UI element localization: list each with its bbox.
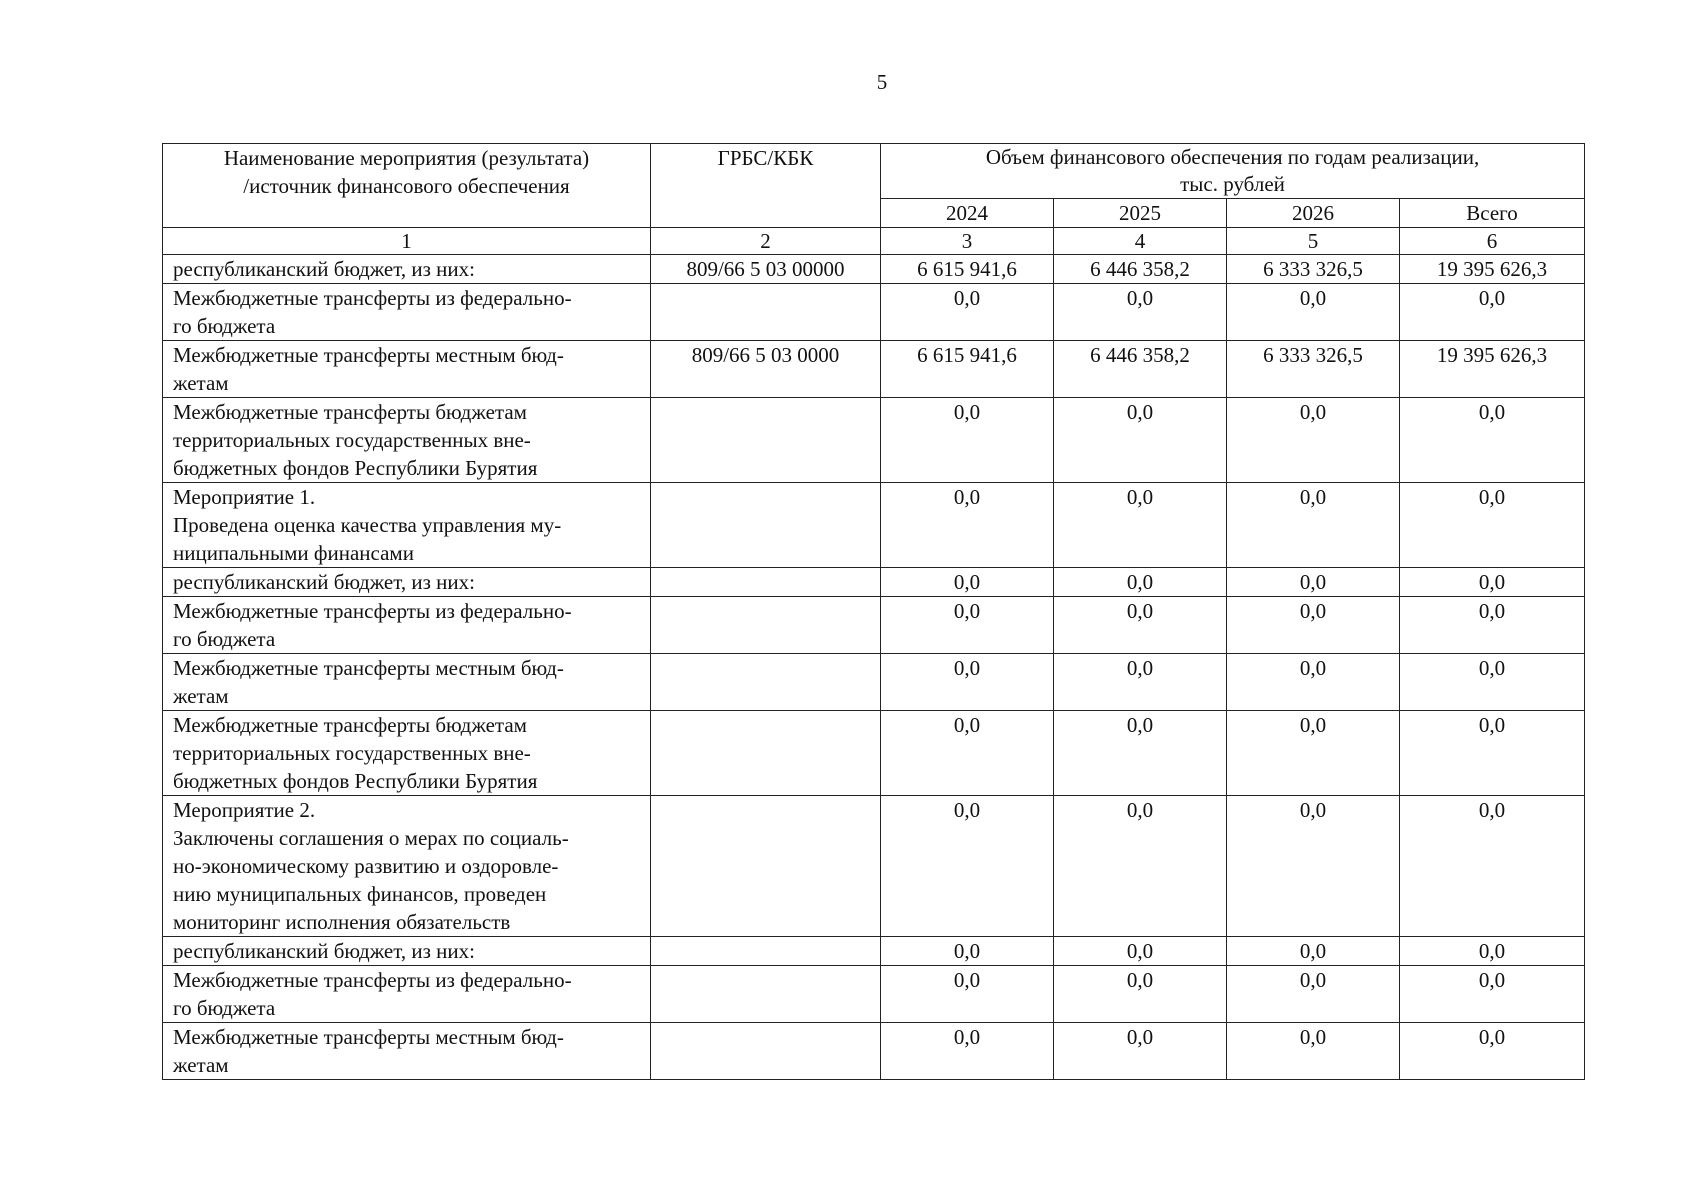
row-code-cell	[651, 937, 881, 966]
row-value-cell: 6 615 941,6	[881, 341, 1054, 398]
table-row	[163, 796, 1585, 937]
row-name-line: го бюджета	[173, 996, 276, 1020]
row-name-line: но-экономическому развитию и оздоровле-	[173, 854, 559, 878]
table-row	[163, 255, 1585, 284]
row-name-line: Межбюджетные трансферты местным бюд-	[173, 1025, 564, 1049]
row-value-cell: 19 395 626,3	[1400, 255, 1585, 284]
row-value-cell: 0,0	[881, 654, 1054, 711]
row-value-cell: 0,0	[1054, 483, 1227, 568]
row-value-cell: 0,0	[1054, 284, 1227, 341]
column-number: 3	[881, 228, 1054, 255]
row-value-cell: 0,0	[1227, 966, 1400, 1023]
row-name-line: Межбюджетные трансферты местным бюд-	[173, 656, 564, 680]
row-value-cell: 0,0	[1227, 937, 1400, 966]
row-value-cell: 0,0	[1400, 654, 1585, 711]
row-name-line: жетам	[173, 371, 229, 395]
row-value-cell: 6 615 941,6	[881, 255, 1054, 284]
row-value-cell: 0,0	[1054, 1023, 1227, 1080]
row-code-cell: 809/66 5 03 0000	[651, 341, 881, 398]
row-value-cell: 0,0	[1227, 711, 1400, 796]
row-value-cell: 0,0	[1227, 1023, 1400, 1080]
column-number: 5	[1227, 228, 1400, 255]
row-value-cell: 0,0	[881, 483, 1054, 568]
row-name-cell	[163, 654, 651, 711]
row-value-cell: 0,0	[1227, 654, 1400, 711]
row-name-line: жетам	[173, 1053, 229, 1077]
row-name-line: ниципальными финансами	[173, 541, 414, 565]
table-row	[163, 341, 1585, 398]
row-name-line: бюджетных фондов Республики Бурятия	[173, 456, 538, 480]
row-name-line: республиканский бюджет, из них:	[173, 570, 475, 594]
row-name-cell	[163, 796, 651, 937]
row-code-cell	[651, 483, 881, 568]
column-number: 1	[163, 228, 651, 255]
row-value-cell: 0,0	[881, 398, 1054, 483]
row-value-cell: 6 333 326,5	[1227, 255, 1400, 284]
header-name-cell	[163, 144, 651, 228]
row-value-cell: 0,0	[881, 796, 1054, 937]
row-code-cell	[651, 597, 881, 654]
header-volume-line: Объем финансового обеспечения по годам реализации,	[985, 145, 1480, 169]
table-row	[163, 568, 1585, 597]
table-row	[163, 966, 1585, 1023]
header-year-total: Всего	[1400, 199, 1585, 228]
row-value-cell: 0,0	[1054, 568, 1227, 597]
row-value-cell: 0,0	[1054, 597, 1227, 654]
row-value-cell: 0,0	[1054, 796, 1227, 937]
row-value-cell: 0,0	[1054, 966, 1227, 1023]
row-name-line: территориальных государственных вне-	[173, 741, 531, 765]
row-value-cell: 0,0	[1227, 398, 1400, 483]
row-name-line: Межбюджетные трансферты бюджетам	[173, 400, 527, 424]
row-name-cell	[163, 568, 651, 597]
row-name-line: Мероприятие 1.	[173, 485, 316, 509]
row-name-line: жетам	[173, 684, 229, 708]
table-row	[163, 398, 1585, 483]
row-value-cell: 0,0	[881, 568, 1054, 597]
table-row	[163, 597, 1585, 654]
column-number: 6	[1400, 228, 1585, 255]
column-number: 2	[651, 228, 881, 255]
header-year-2025: 2025	[1054, 199, 1227, 228]
row-name-cell	[163, 937, 651, 966]
row-value-cell: 0,0	[1400, 937, 1585, 966]
row-code-cell	[651, 711, 881, 796]
header-row	[163, 144, 1585, 199]
row-value-cell: 0,0	[1400, 796, 1585, 937]
row-name-cell	[163, 255, 651, 284]
row-name-cell	[163, 483, 651, 568]
row-value-cell: 0,0	[1054, 654, 1227, 711]
row-name-cell	[163, 341, 651, 398]
row-code-cell	[651, 966, 881, 1023]
row-name-line: Мероприятие 2.	[173, 798, 316, 822]
row-name-line: Межбюджетные трансферты местным бюд-	[173, 343, 564, 367]
table-row	[163, 654, 1585, 711]
row-name-line: мониторинг исполнения обязательств	[173, 910, 511, 934]
row-value-cell: 0,0	[881, 937, 1054, 966]
row-value-cell: 0,0	[1054, 711, 1227, 796]
row-name-line: республиканский бюджет, из них:	[173, 939, 475, 963]
column-number: 4	[1054, 228, 1227, 255]
row-value-cell: 0,0	[881, 711, 1054, 796]
financing-table	[162, 143, 1585, 1080]
row-value-cell: 0,0	[1227, 284, 1400, 341]
row-value-cell: 0,0	[881, 1023, 1054, 1080]
row-value-cell: 0,0	[1227, 796, 1400, 937]
row-code-cell: 809/66 5 03 00000	[651, 255, 881, 284]
table-row	[163, 711, 1585, 796]
row-name-line: Межбюджетные трансферты из федерально-	[173, 286, 572, 310]
row-value-cell: 0,0	[1227, 597, 1400, 654]
row-code-cell	[651, 284, 881, 341]
header-year-2024: 2024	[881, 199, 1054, 228]
row-value-cell: 6 446 358,2	[1054, 255, 1227, 284]
row-name-line: Заключены соглашения о мерах по социаль-	[173, 826, 569, 850]
row-value-cell: 0,0	[1400, 711, 1585, 796]
row-name-line: Межбюджетные трансферты из федерально-	[173, 968, 572, 992]
row-name-line: республиканский бюджет, из них:	[173, 257, 475, 281]
row-value-cell: 0,0	[1054, 398, 1227, 483]
row-value-cell: 6 446 358,2	[1054, 341, 1227, 398]
header-volume-cell	[881, 144, 1585, 199]
row-value-cell: 0,0	[881, 284, 1054, 341]
column-numbers-row	[163, 228, 1585, 255]
row-name-line: го бюджета	[173, 314, 276, 338]
header-grbs-cell: ГРБС/КБК	[651, 144, 881, 228]
row-value-cell: 0,0	[1400, 398, 1585, 483]
row-name-cell	[163, 1023, 651, 1080]
header-year-2026: 2026	[1227, 199, 1400, 228]
row-value-cell: 0,0	[1400, 284, 1585, 341]
row-value-cell: 0,0	[1227, 568, 1400, 597]
row-value-cell: 0,0	[881, 966, 1054, 1023]
row-name-cell	[163, 966, 651, 1023]
table-row	[163, 1023, 1585, 1080]
row-code-cell	[651, 398, 881, 483]
row-value-cell: 19 395 626,3	[1400, 341, 1585, 398]
row-code-cell	[651, 654, 881, 711]
row-name-line: Межбюджетные трансферты бюджетам	[173, 713, 527, 737]
row-value-cell: 0,0	[1400, 597, 1585, 654]
row-value-cell: 6 333 326,5	[1227, 341, 1400, 398]
table-row	[163, 937, 1585, 966]
row-value-cell: 0,0	[1054, 937, 1227, 966]
row-value-cell: 0,0	[1227, 483, 1400, 568]
row-name-line: бюджетных фондов Республики Бурятия	[173, 769, 538, 793]
table-row	[163, 483, 1585, 568]
row-name-cell	[163, 597, 651, 654]
row-value-cell: 0,0	[1400, 568, 1585, 597]
row-value-cell: 0,0	[1400, 966, 1585, 1023]
row-name-line: Межбюджетные трансферты из федерально-	[173, 599, 572, 623]
header-volume-line: тыс. рублей	[1180, 172, 1285, 196]
row-name-line: го бюджета	[173, 627, 276, 651]
row-name-cell	[163, 284, 651, 341]
row-value-cell: 0,0	[1400, 483, 1585, 568]
row-name-cell	[163, 398, 651, 483]
row-value-cell: 0,0	[881, 597, 1054, 654]
row-value-cell: 0,0	[1400, 1023, 1585, 1080]
row-name-line: нию муниципальных финансов, проведен	[173, 882, 547, 906]
row-code-cell	[651, 1023, 881, 1080]
row-code-cell	[651, 796, 881, 937]
row-name-line: Проведена оценка качества управления му-	[173, 513, 562, 537]
row-code-cell	[651, 568, 881, 597]
header-name-line: /источник финансового обеспечения	[243, 174, 570, 198]
page-number: 5	[876, 70, 888, 94]
row-name-cell	[163, 711, 651, 796]
row-name-line: территориальных государственных вне-	[173, 428, 531, 452]
header-name-line: Наименование мероприятия (результата)	[223, 146, 590, 170]
table-row	[163, 284, 1585, 341]
